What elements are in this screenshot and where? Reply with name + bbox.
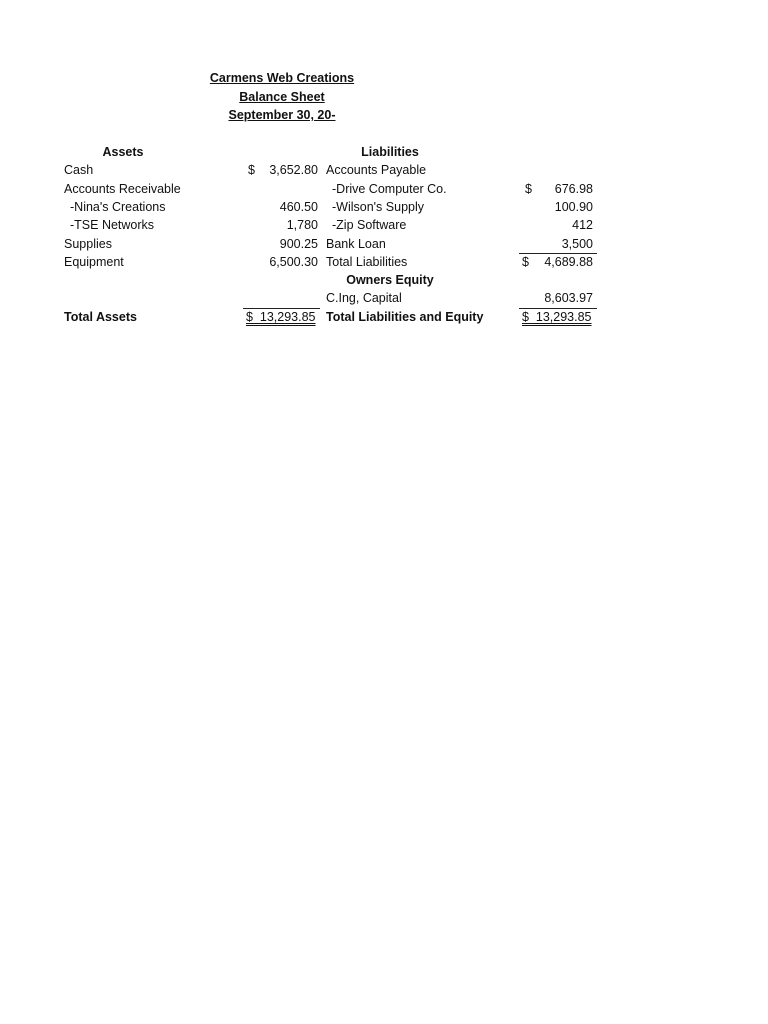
capital-amount: 8,603.97 xyxy=(544,291,593,305)
drive-computer-currency: $ xyxy=(525,182,532,196)
statement-title: Balance Sheet xyxy=(239,90,325,104)
accounts-receivable-label: Accounts Receivable xyxy=(64,182,181,196)
supplies-label: Supplies xyxy=(64,237,112,251)
cash-currency: $ xyxy=(248,163,255,177)
equipment-label: Equipment xyxy=(64,255,124,269)
total-liabilities-equity-label: Total Liabilities and Equity xyxy=(326,310,484,324)
owners-equity-heading: Owners Equity xyxy=(346,273,434,287)
zip-software-amount: 412 xyxy=(572,218,593,232)
drive-computer-label: -Drive Computer Co. xyxy=(332,182,447,196)
ninas-creations-amount: 460.50 xyxy=(279,200,318,214)
cash-amount: 3,652.80 xyxy=(269,163,318,177)
supplies-amount: 900.25 xyxy=(279,237,318,251)
total-liabilities-amount: 4,689.88 xyxy=(544,255,593,269)
zip-software-label: -Zip Software xyxy=(332,218,407,232)
total-liabilities-label: Total Liabilities xyxy=(326,255,408,269)
assets-heading: Assets xyxy=(102,145,144,159)
bank-loan-label: Bank Loan xyxy=(326,237,386,251)
liabilities-heading: Liabilities xyxy=(361,145,419,159)
total-liabilities-currency: $ xyxy=(522,255,529,269)
statement-date: September 30, 20- xyxy=(228,108,336,122)
bank-loan-amount: 3,500 xyxy=(561,237,593,251)
wilsons-supply-label: -Wilson's Supply xyxy=(332,200,424,214)
total-assets-label: Total Assets xyxy=(64,310,137,324)
total-assets-amount: $ 13,293.85 xyxy=(246,310,316,324)
capital-label: C.Ing, Capital xyxy=(326,291,402,305)
company-name: Carmens Web Creations xyxy=(209,71,355,85)
ninas-creations-label: -Nina's Creations xyxy=(70,200,166,214)
cash-label: Cash xyxy=(64,163,94,177)
equipment-amount: 6,500.30 xyxy=(269,255,318,269)
total-liabilities-equity-amount: $ 13,293.85 xyxy=(522,310,592,324)
wilsons-supply-amount: 100.90 xyxy=(554,200,593,214)
tse-networks-label: -TSE Networks xyxy=(70,218,155,232)
accounts-payable-label: Accounts Payable xyxy=(326,163,427,177)
drive-computer-amount: 676.98 xyxy=(554,182,593,196)
tse-networks-amount: 1,780 xyxy=(286,218,318,232)
